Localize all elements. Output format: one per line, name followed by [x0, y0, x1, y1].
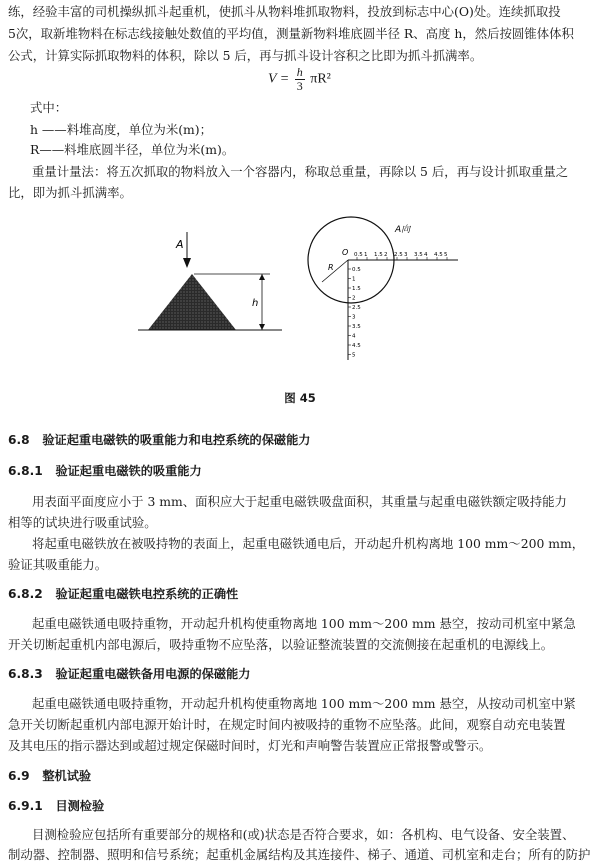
label-h: h	[252, 298, 259, 309]
weigh-line-2: 比，即为抓斗抓满率。	[8, 185, 132, 200]
s682-line-1: 起重电磁铁通电吸持重物，开动起升机构使重物离地 100 mm～200 mm 悬空，按动司机室中紧急	[32, 616, 576, 631]
vertical-tick-labels	[348, 267, 361, 359]
label-A-left: A	[176, 238, 184, 251]
formula-numerator: h	[296, 65, 303, 79]
section-6-9-1-title: 目测检验	[55, 799, 105, 813]
horizontal-tick-label: 5	[444, 252, 448, 258]
vertical-tick-label: 1.5	[352, 286, 361, 292]
horizontal-tick-label: 2	[384, 252, 388, 258]
section-6-8-2-title: 验证起重电磁铁电控系统的正确性	[55, 587, 239, 601]
label-R: R	[328, 263, 334, 272]
horizontal-tick-label: 3	[404, 252, 408, 258]
vertical-tick-label: 2.5	[352, 305, 361, 311]
vertical-tick-label: 2	[352, 295, 356, 302]
radius-line	[322, 260, 348, 282]
section-6-9-title: 整机试验	[42, 769, 92, 783]
section-6-8-3-title: 验证起重电磁铁备用电源的保磁能力	[55, 667, 251, 681]
section-6-8-2-heading	[8, 584, 238, 604]
s683-line-1: 起重电磁铁通电吸持重物，开动起升机构使重物离地 100 mm～200 mm 悬空，从按动司机室中紧	[32, 696, 576, 711]
vertical-tick-label: 3.5	[352, 324, 361, 330]
material-pile-diagram	[138, 232, 282, 330]
horizontal-tick-label: 4.5	[434, 252, 443, 258]
s683-line-2: 急开关切断起重机内部电源开始计时，在规定时间内被吸持的重物不应坠落。此间，观察自动充电装置	[8, 717, 566, 732]
formula-denominator: 3	[296, 79, 303, 93]
figure-caption: 图 45	[284, 391, 316, 405]
section-6-8-3-number: 6.8.3	[8, 667, 43, 681]
formula-lhs: V =	[268, 71, 290, 87]
formula-rhs: πR²	[310, 71, 331, 87]
label-A-direction: A向	[395, 225, 411, 235]
section-6-8-title: 验证起重电磁铁的吸重能力和电控系统的保磁能力	[42, 433, 311, 447]
horizontal-tick-label: 3.5	[414, 252, 423, 258]
vertical-tick-label: 1	[352, 276, 356, 283]
section-6-9-number: 6.9	[8, 769, 30, 783]
cone-volume-formula	[268, 66, 331, 93]
where-R-definition: R——料堆底圆半径，单位为米(m)。	[30, 142, 235, 157]
section-6-8-number: 6.8	[8, 433, 30, 447]
vertical-tick-label: 3	[352, 314, 356, 321]
plan-view-diagram	[308, 217, 458, 360]
section-6-8-3-heading	[8, 664, 250, 684]
intro-line-3: 公式，计算实际抓取物料的体积，除以 5 后，再与抓斗设计容积之比即为抓斗抓满率。	[8, 48, 483, 63]
figure-45	[0, 210, 600, 400]
horizontal-tick-label: 2.5	[394, 252, 403, 258]
horizontal-tick-label: 1	[364, 252, 368, 258]
section-6-8-heading	[8, 430, 310, 450]
s682-line-2: 开关切断起重机内部电源后，吸持重物不应坠落，以验证整流装置的交流侧接在起重机的电源线上。	[8, 637, 554, 652]
label-O: O	[342, 248, 349, 257]
s681-p2-line-2: 验证其吸重能力。	[8, 557, 108, 572]
s683-line-3: 及其电压的指示器达到或超过规定保磁时间时，灯光和声响警告装置应正常报警或警示。	[8, 738, 492, 753]
section-6-8-1-title: 验证起重电磁铁的吸重能力	[55, 464, 202, 478]
height-arrow-bottom	[259, 324, 265, 330]
intro-line-1: 练，经验丰富的司机操纵抓斗起重机，使抓斗从物料堆抓取物料，投放到标志中心(O)处。连续抓取投	[8, 4, 561, 19]
horizontal-tick-label: 0.5	[354, 252, 363, 258]
vertical-tick-label: 0.5	[352, 267, 361, 273]
height-arrow-top	[259, 274, 265, 280]
section-6-8-1-number: 6.8.1	[8, 464, 43, 478]
weigh-line-1: 重量计量法：将五次抓取的物料放入一个容器内，称取总重量，再除以 5 后，再与设计抓取重量之	[32, 164, 569, 179]
s681-p1-line-1: 用表面平面度应小于 3 mm、面积应大于起重电磁铁吸盘面积，其重量与起重电磁铁额定吸持能力	[32, 494, 567, 509]
section-6-9-1-heading	[8, 796, 104, 816]
horizontal-tick-label: 1.5	[374, 252, 383, 258]
where-title: 式中：	[30, 100, 68, 115]
vertical-tick-label: 4	[352, 333, 356, 340]
s681-p2-line-1: 将起重电磁铁放在被吸持物的表面上，起重电磁铁通电后，开动起升机构离地 100 mm～200 mm，	[32, 536, 585, 551]
formula-fraction	[295, 66, 305, 93]
s681-p1-line-2: 相等的试块进行吸重试验。	[8, 515, 157, 530]
section-6-8-2-number: 6.8.2	[8, 587, 43, 601]
pile-cone	[148, 274, 236, 330]
section-6-8-1-heading	[8, 461, 202, 481]
arrow-A-head	[183, 258, 191, 268]
s691-line-2: 制动器、控制器、照明和信号系统；起重机金属结构及其连接件、梯子、通道、司机室和走台；所有的防护	[8, 847, 591, 862]
section-6-9-1-number: 6.9.1	[8, 799, 43, 813]
where-h-definition: h ——料堆高度，单位为米(m)；	[30, 122, 213, 137]
intro-line-2: 5次，取新堆物料在标志线接触处数值的平均值，测量新物料堆底圆半径 R、高度 h，然后按圆锥体体积	[8, 26, 574, 41]
horizontal-tick-label: 4	[424, 252, 428, 258]
s691-line-1: 目测检验应包括所有重要部分的规格和(或)状态是否符合要求，如：各机构、电气设备、安全装置、	[32, 827, 575, 842]
horizontal-tick-labels	[354, 252, 448, 260]
section-6-9-heading	[8, 766, 91, 786]
vertical-tick-label: 5	[352, 352, 356, 359]
vertical-tick-label: 4.5	[352, 343, 361, 349]
